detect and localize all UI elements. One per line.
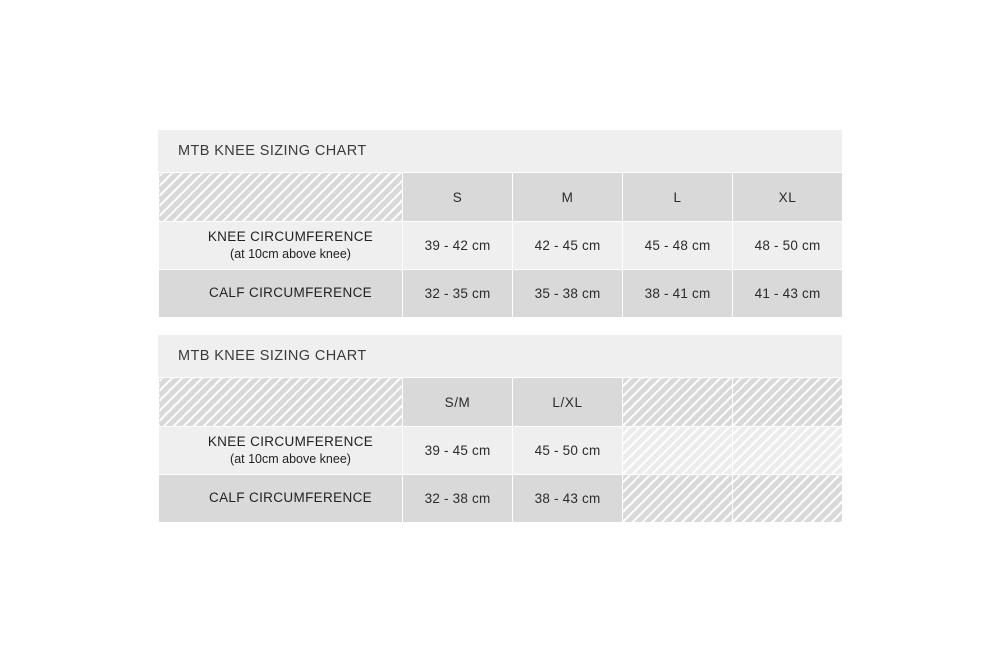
cell-knee-sm: 39 - 45 cm bbox=[403, 427, 513, 475]
sizing-table bbox=[158, 172, 843, 318]
cell-knee-s: 39 - 42 cm bbox=[403, 222, 513, 270]
header-empty-cell-1 bbox=[623, 378, 733, 427]
row-label-main: KNEE CIRCUMFERENCE bbox=[207, 228, 374, 244]
header-corner-cell bbox=[159, 378, 403, 427]
row-label-main: CALF CIRCUMFERENCE bbox=[208, 490, 373, 506]
column-header-s: S bbox=[403, 173, 513, 222]
cell-knee-m: 42 - 45 cm bbox=[513, 222, 623, 270]
cell-empty-4 bbox=[733, 475, 843, 523]
row-label-calf-circumference bbox=[159, 475, 403, 523]
column-header-m: M bbox=[513, 173, 623, 222]
chart-title-row bbox=[158, 130, 842, 172]
sizing-table bbox=[158, 377, 843, 523]
cell-knee-xl: 48 - 50 cm bbox=[733, 222, 843, 270]
table-header-row bbox=[159, 378, 843, 427]
table-header-row bbox=[159, 173, 843, 222]
cell-calf-sm: 32 - 38 cm bbox=[403, 475, 513, 523]
row-label-calf-circumference bbox=[159, 270, 403, 318]
cell-knee-l: 45 - 48 cm bbox=[623, 222, 733, 270]
cell-calf-lxl: 38 - 43 cm bbox=[513, 475, 623, 523]
row-label-sub: (at 10cm above knee) bbox=[230, 451, 351, 466]
header-corner-cell bbox=[159, 173, 403, 222]
cell-empty-3 bbox=[623, 475, 733, 523]
row-label-main: CALF CIRCUMFERENCE bbox=[208, 285, 373, 301]
sizing-chart-table-2 bbox=[158, 335, 842, 523]
table-row bbox=[159, 222, 843, 270]
chart-title: MTB KNEE SIZING CHART bbox=[178, 348, 367, 364]
chart-title: MTB KNEE SIZING CHART bbox=[178, 143, 367, 159]
column-header-l: L bbox=[623, 173, 733, 222]
row-label-main: KNEE CIRCUMFERENCE bbox=[207, 433, 374, 449]
column-header-xl: XL bbox=[733, 173, 843, 222]
row-label-knee-circumference bbox=[159, 222, 403, 270]
column-header-lxl: L/XL bbox=[513, 378, 623, 427]
cell-calf-l: 38 - 41 cm bbox=[623, 270, 733, 318]
row-label-sub: (at 10cm above knee) bbox=[230, 246, 351, 261]
header-empty-cell-2 bbox=[733, 378, 843, 427]
cell-empty-2 bbox=[733, 427, 843, 475]
row-label-knee-circumference bbox=[159, 427, 403, 475]
table-row bbox=[159, 475, 843, 523]
sizing-chart-table-1 bbox=[158, 130, 842, 318]
cell-calf-s: 32 - 35 cm bbox=[403, 270, 513, 318]
table-row bbox=[159, 270, 843, 318]
cell-empty-1 bbox=[623, 427, 733, 475]
column-header-sm: S/M bbox=[403, 378, 513, 427]
chart-title-row bbox=[158, 335, 842, 377]
cell-knee-lxl: 45 - 50 cm bbox=[513, 427, 623, 475]
cell-calf-xl: 41 - 43 cm bbox=[733, 270, 843, 318]
table-row bbox=[159, 427, 843, 475]
cell-calf-m: 35 - 38 cm bbox=[513, 270, 623, 318]
